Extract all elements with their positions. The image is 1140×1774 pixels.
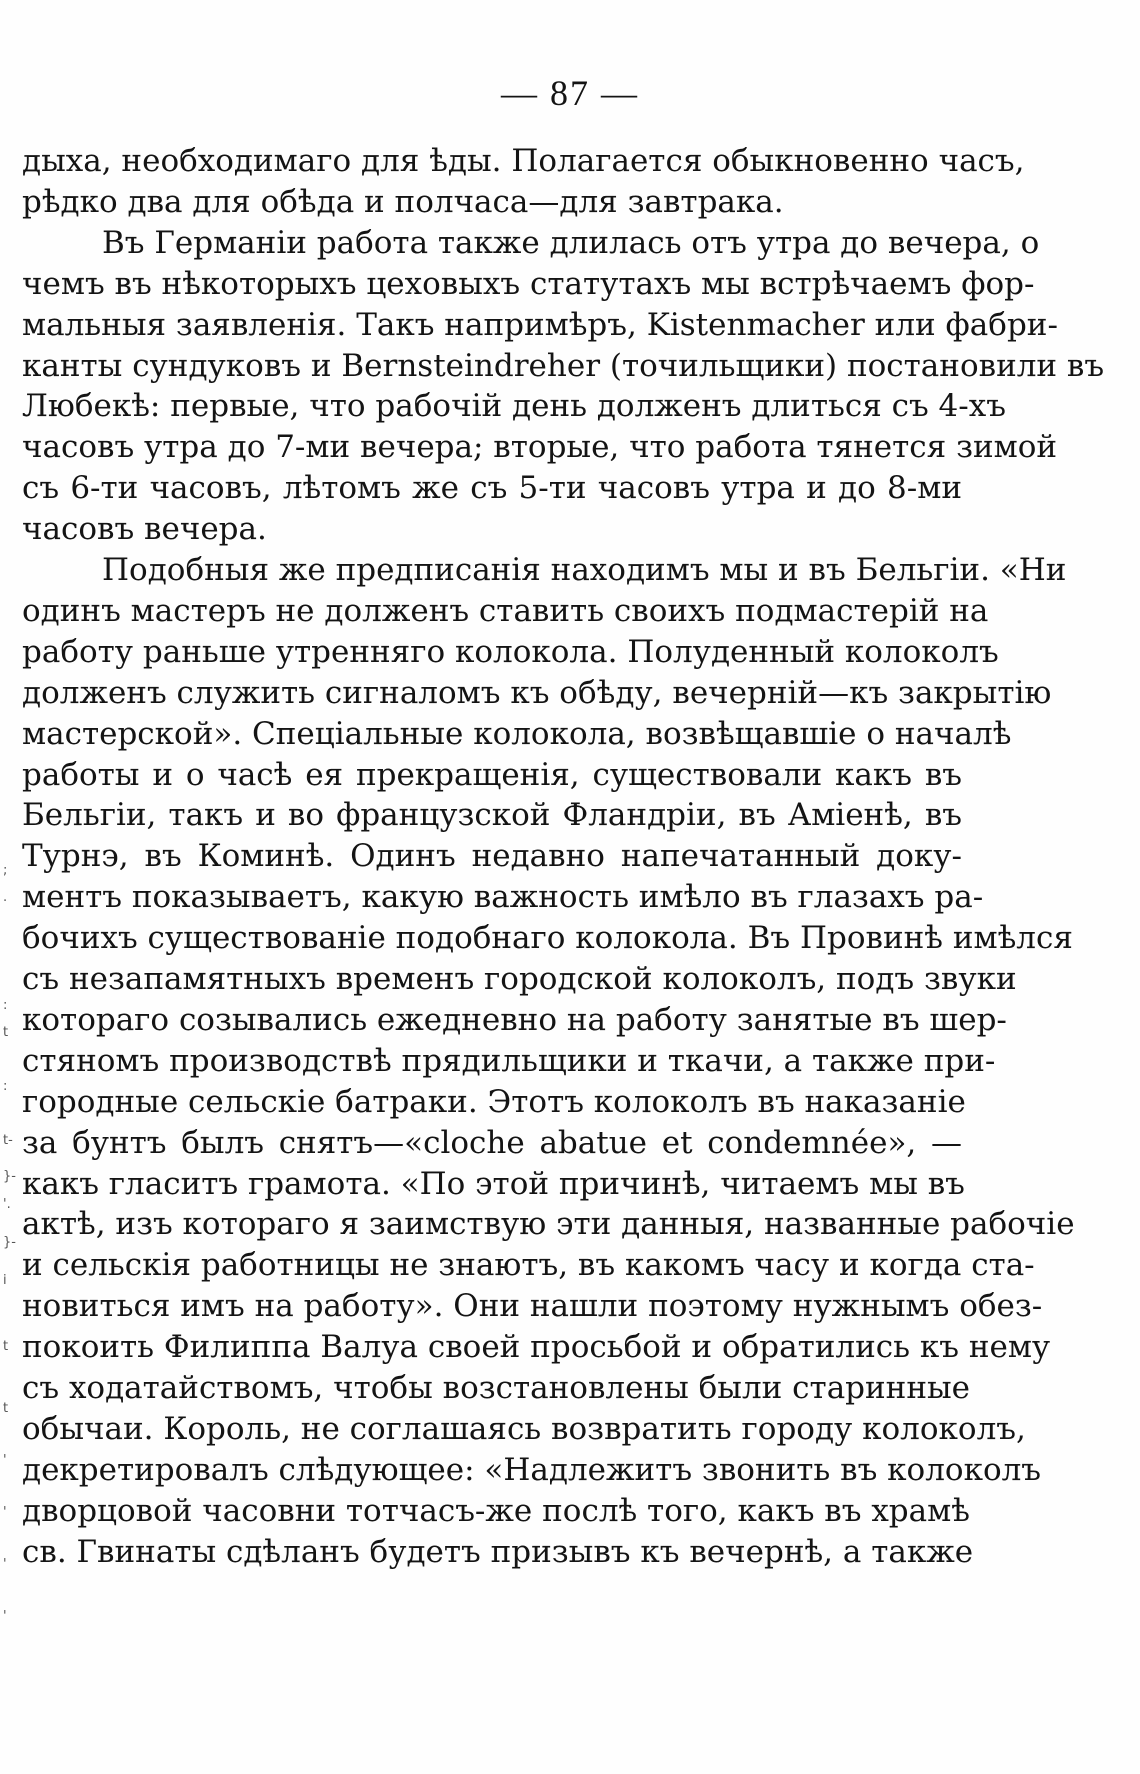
text-line: чемъ въ нѣкоторыхъ цеховыхъ статутахъ мы встрѣчаемъ фор- bbox=[22, 266, 1035, 302]
text-line: стяномъ производствѣ прядильщики и ткачи, а также при- bbox=[22, 1043, 996, 1079]
margin-mark: : bbox=[3, 1079, 8, 1094]
text-line: котораго созывались ежедневно на работу занятые въ шер- bbox=[22, 1002, 1007, 1038]
text-line: какъ гласитъ грамота. «По этой причинѣ, читаемъ мы въ bbox=[22, 1166, 965, 1202]
margin-mark: ' bbox=[3, 1557, 7, 1572]
text-line: дыха, необходимаго для ѣды. Полагается обыкновенно часъ, bbox=[22, 143, 1025, 179]
margin-mark: t bbox=[3, 1339, 9, 1354]
text-line: часовъ вечера. bbox=[22, 511, 267, 547]
text-line: св. Гвинаты сдѣланъ будетъ призывъ къ вечернѣ, а также bbox=[22, 1534, 974, 1570]
text-line: Подобныя же предписанія находимъ мы и въ Бельгіи. «Ни bbox=[102, 552, 1067, 588]
text-line: Турнэ, въ Коминѣ. Одинъ недавно напечатанный доку- bbox=[22, 838, 962, 874]
text-line: одинъ мастеръ не долженъ ставить своихъ подмастерій на bbox=[22, 593, 989, 629]
margin-mark: }- bbox=[3, 1235, 16, 1250]
text-line: канты сундуковъ и Bernsteindreher (точильщики) постановили въ bbox=[22, 348, 1105, 384]
text-line: съ ходатайствомъ, чтобы возстановлены были старинные bbox=[22, 1370, 971, 1406]
text-line: ментъ показываетъ, какую важность имѣло въ глазахъ ра- bbox=[22, 879, 984, 915]
text-line: работы и о часѣ ея прекращенія, существовали какъ въ bbox=[22, 757, 962, 793]
margin-mark: i bbox=[3, 1273, 7, 1288]
margin-mark: '. bbox=[3, 1197, 11, 1212]
margin-mark: ' bbox=[3, 1453, 7, 1468]
text-line: бочихъ существованіе подобнаго колокола. Въ Провинѣ имѣлся bbox=[22, 920, 1073, 956]
text-line: Въ Германіи работа также длилась отъ утра до вечера, о bbox=[102, 225, 1040, 261]
text-line: покоить Филиппа Валуа своей просьбой и обратились къ нему bbox=[22, 1329, 1051, 1365]
text-line: работу раньше утренняго колокола. Полуденный колоколъ bbox=[22, 634, 999, 670]
margin-mark: . bbox=[3, 890, 8, 905]
margin-mark: }- bbox=[3, 1169, 16, 1184]
text-line: городные сельскіе батраки. Этотъ колоколъ въ наказаніе bbox=[22, 1084, 966, 1120]
text-line: дворцовой часовни тотчасъ-же послѣ того, какъ въ храмѣ bbox=[22, 1493, 970, 1529]
text-line: обычаи. Король, не соглашаясь возвратить городу колоколъ, bbox=[22, 1411, 1026, 1447]
text-line: рѣдко два для обѣда и полчаса—для завтрака. bbox=[22, 184, 784, 220]
text-line: и сельскія работницы не знаютъ, въ какомъ часу и когда ста- bbox=[22, 1247, 1035, 1283]
text-line: съ незапамятныхъ временъ городской колоколъ, подъ звуки bbox=[22, 961, 1017, 997]
text-line: актѣ, изъ котораго я заимствую эти данныя, названные рабочіе bbox=[22, 1206, 1075, 1242]
text-line: Бельгіи, такъ и во французской Фландріи, въ Аміенѣ, въ bbox=[22, 797, 962, 833]
margin-mark: ' bbox=[3, 1609, 7, 1624]
text-line: декретировалъ слѣдующее: «Надлежитъ звонить въ колоколъ bbox=[22, 1452, 1042, 1488]
text-line: за бунтъ былъ снятъ—«cloche abatue et condemnée», — bbox=[22, 1125, 962, 1161]
margin-mark: t- bbox=[3, 1133, 13, 1148]
text-line: долженъ служить сигналомъ къ обѣду, вечерній—къ закрытію bbox=[22, 675, 1052, 711]
margin-mark: t bbox=[3, 1025, 9, 1040]
text-line: съ 6-ти часовъ, лѣтомъ же съ 5-ти часовъ утра и до 8-ми bbox=[22, 470, 962, 506]
text-line: часовъ утра до 7-ми вечера; вторые, что работа тянется зимой bbox=[22, 429, 1058, 465]
margin-mark: ; bbox=[3, 863, 8, 878]
text-line: мастерской». Спеціальные колокола, возвѣщавшіе о началѣ bbox=[22, 716, 1012, 752]
margin-mark: ' bbox=[3, 1505, 7, 1520]
text-line: Любекѣ: первые, что рабочій день долженъ длиться съ 4-хъ bbox=[22, 388, 1006, 424]
page-number: — 87 — bbox=[501, 73, 639, 113]
text-line: новиться имъ на работу». Они нашли поэтому нужнымъ обез- bbox=[22, 1288, 1043, 1324]
margin-mark: : bbox=[3, 998, 8, 1013]
margin-mark: t bbox=[3, 1401, 9, 1416]
text-line: мальныя заявленія. Такъ напримѣръ, Kistenmacher или фабри- bbox=[22, 307, 1058, 343]
